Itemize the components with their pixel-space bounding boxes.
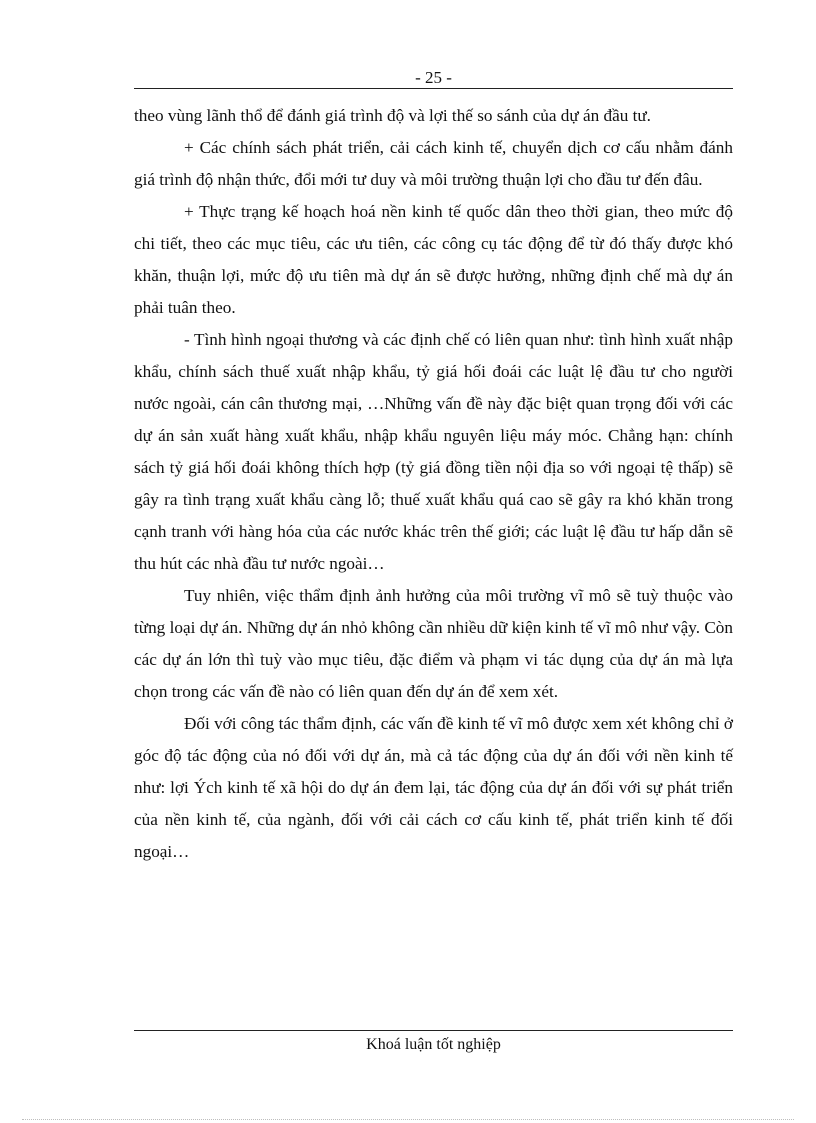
header-rule bbox=[134, 88, 733, 89]
paragraph-5: Tuy nhiên, việc thẩm định ảnh hưởng của môi trường vĩ mô sẽ tuỳ thuộc vào từng loại dự án. Những dự án nhỏ không cần nhiều dữ kiện kinh tế vĩ mô như vậy. Còn các dự án lớn thì tuỳ vào mục tiêu, đặc điểm và phạm vi tác dụng của dự án mà lựa chọn trong các vấn đề nào có liên quan đến dự án để xem xét. bbox=[134, 586, 733, 701]
page-number: - 25 - bbox=[415, 68, 452, 87]
body-text bbox=[134, 100, 733, 868]
footer-text: Khoá luận tốt nghiệp bbox=[366, 1036, 501, 1053]
footer-rule bbox=[134, 1030, 733, 1031]
paragraph-6: Đối với công tác thẩm định, các vấn đề kinh tế vĩ mô được xem xét không chỉ ở góc độ tác động của nó đối với dự án, mà cả tác động của dự án đối với nền kinh tế như: lợi Ých kinh tế xã hội do dự án đem lại, tác động của dự án đối với sự phát triển của nền kinh tế, của ngành, đối với cải cách cơ cấu kinh tế, phát triển kinh tế đối ngoại… bbox=[134, 714, 733, 861]
paragraph-2: + Các chính sách phát triển, cải cách kinh tế, chuyển dịch cơ cấu nhằm đánh giá trình độ nhận thức, đổi mới tư duy và môi trường thuận lợi cho đầu tư đến đâu. bbox=[134, 138, 733, 189]
paragraph-4: - Tình hình ngoại thương và các định chế có liên quan như: tình hình xuất nhập khẩu, chính sách thuế xuất nhập khẩu, tỷ giá hối đoái các luật lệ đầu tư cho người nước ngoài, cán cân thương mại, …Những vấn đề này đặc biệt quan trọng đối với các dự án sản xuất hàng xuất khẩu, nhập khẩu nguyên liệu máy móc. Chẳng hạn: chính sách tỷ giá hối đoái không thích hợp (tỷ giá đồng tiền nội địa so với ngoại tệ thấp) sẽ gây ra tình trạng xuất khẩu càng lỗ; thuế xuất khẩu quá cao sẽ gây ra khó khăn trong cạnh tranh với hàng hóa của các nước khác trên thế giới; các luật lệ đầu tư hấp dẫn sẽ thu hút các nhà đầu tư nước ngoài… bbox=[134, 330, 733, 573]
paragraph-3: + Thực trạng kế hoạch hoá nền kinh tế quốc dân theo thời gian, theo mức độ chi tiết, theo các mục tiêu, các ưu tiên, các công cụ tác động để từ đó thấy được khó khăn, thuận lợi, mức độ ưu tiên mà dự án sẽ được hưởng, những định chế mà dự án phải tuân theo. bbox=[134, 202, 733, 317]
page-bottom-divider bbox=[22, 1119, 794, 1120]
paragraph-1: theo vùng lãnh thổ để đánh giá trình độ và lợi thế so sánh của dự án đầu tư. bbox=[134, 106, 651, 125]
